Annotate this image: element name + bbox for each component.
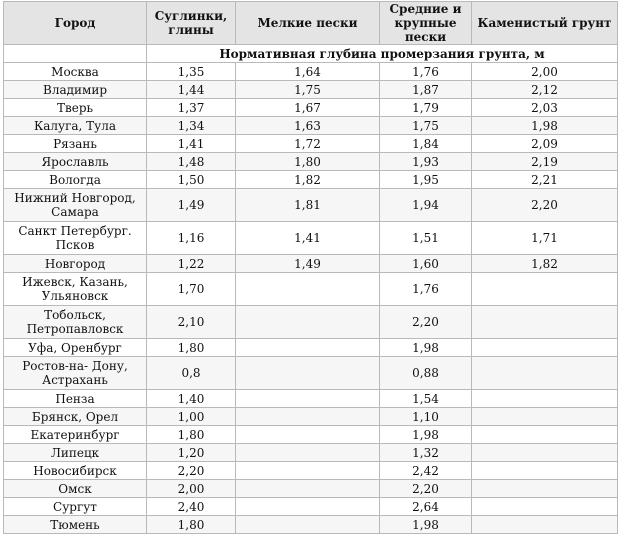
loam-clay-cell: 1,44	[147, 81, 236, 99]
fine-sand-cell	[236, 516, 380, 534]
city-cell: Тверь	[4, 99, 147, 117]
rocky-ground-cell: 2,00	[472, 63, 618, 81]
table-row	[4, 171, 618, 189]
loam-clay-cell: 1,37	[147, 99, 236, 117]
table-row	[4, 462, 618, 480]
rocky-ground-cell: 2,19	[472, 153, 618, 171]
loam-clay-cell: 1,80	[147, 516, 236, 534]
medium-coarse-sand-cell: 1,98	[380, 339, 472, 357]
header-loam-clay: Суглинки, глины	[147, 2, 236, 45]
table-row	[4, 426, 618, 444]
medium-coarse-sand-cell: 1,51	[380, 222, 472, 255]
subtitle-blank-cell	[4, 45, 147, 63]
table-row	[4, 516, 618, 534]
fine-sand-cell: 1,63	[236, 117, 380, 135]
header-row	[4, 2, 618, 45]
rocky-ground-cell	[472, 516, 618, 534]
loam-clay-cell: 1,34	[147, 117, 236, 135]
fine-sand-cell	[236, 444, 380, 462]
loam-clay-cell: 0,8	[147, 357, 236, 390]
fine-sand-cell	[236, 339, 380, 357]
medium-coarse-sand-cell: 1,98	[380, 426, 472, 444]
fine-sand-cell	[236, 480, 380, 498]
table-row	[4, 273, 618, 306]
medium-coarse-sand-cell: 1,98	[380, 516, 472, 534]
medium-coarse-sand-cell: 1,76	[380, 63, 472, 81]
rocky-ground-cell	[472, 480, 618, 498]
rocky-ground-cell: 2,09	[472, 135, 618, 153]
city-cell: Екатеринбург	[4, 426, 147, 444]
city-cell: Уфа, Оренбург	[4, 339, 147, 357]
table-row	[4, 480, 618, 498]
header-city: Город	[4, 2, 147, 45]
table-row	[4, 135, 618, 153]
fine-sand-cell: 1,67	[236, 99, 380, 117]
city-cell: Ярославль	[4, 153, 147, 171]
city-cell: Сургут	[4, 498, 147, 516]
loam-clay-cell: 1,16	[147, 222, 236, 255]
table-row	[4, 444, 618, 462]
city-cell: Пенза	[4, 390, 147, 408]
table-row	[4, 63, 618, 81]
rocky-ground-cell	[472, 408, 618, 426]
city-cell: Брянск, Орел	[4, 408, 147, 426]
fine-sand-cell: 1,64	[236, 63, 380, 81]
table-row	[4, 339, 618, 357]
header-fine-sand: Мелкие пески	[236, 2, 380, 45]
loam-clay-cell: 1,20	[147, 444, 236, 462]
city-cell: Липецк	[4, 444, 147, 462]
medium-coarse-sand-cell: 1,84	[380, 135, 472, 153]
medium-coarse-sand-cell: 1,10	[380, 408, 472, 426]
medium-coarse-sand-cell: 1,32	[380, 444, 472, 462]
fine-sand-cell: 1,81	[236, 189, 380, 222]
rocky-ground-cell	[472, 306, 618, 339]
city-cell: Омск	[4, 480, 147, 498]
medium-coarse-sand-cell: 1,94	[380, 189, 472, 222]
loam-clay-cell: 2,40	[147, 498, 236, 516]
loam-clay-cell: 2,20	[147, 462, 236, 480]
rocky-ground-cell: 2,21	[472, 171, 618, 189]
loam-clay-cell: 1,40	[147, 390, 236, 408]
loam-clay-cell: 1,41	[147, 135, 236, 153]
fine-sand-cell: 1,72	[236, 135, 380, 153]
table-row	[4, 189, 618, 222]
fine-sand-cell	[236, 306, 380, 339]
rocky-ground-cell	[472, 444, 618, 462]
loam-clay-cell: 2,00	[147, 480, 236, 498]
table-row	[4, 357, 618, 390]
table-row	[4, 306, 618, 339]
fine-sand-cell	[236, 498, 380, 516]
fine-sand-cell	[236, 273, 380, 306]
rocky-ground-cell: 1,71	[472, 222, 618, 255]
fine-sand-cell: 1,82	[236, 171, 380, 189]
medium-coarse-sand-cell: 1,95	[380, 171, 472, 189]
loam-clay-cell: 1,70	[147, 273, 236, 306]
fine-sand-cell	[236, 390, 380, 408]
table-row	[4, 153, 618, 171]
city-cell: Тюмень	[4, 516, 147, 534]
rocky-ground-cell: 1,98	[472, 117, 618, 135]
fine-sand-cell: 1,80	[236, 153, 380, 171]
loam-clay-cell: 1,48	[147, 153, 236, 171]
rocky-ground-cell	[472, 273, 618, 306]
frost-depth-table	[3, 1, 618, 534]
loam-clay-cell: 1,35	[147, 63, 236, 81]
medium-coarse-sand-cell: 2,42	[380, 462, 472, 480]
loam-clay-cell: 1,22	[147, 255, 236, 273]
city-cell: Тобольск, Петропавловск	[4, 306, 147, 339]
table-row	[4, 222, 618, 255]
header-medium-coarse-sand: Средние и крупные пески	[380, 2, 472, 45]
medium-coarse-sand-cell: 1,60	[380, 255, 472, 273]
medium-coarse-sand-cell: 1,54	[380, 390, 472, 408]
city-cell: Нижний Новгород, Самара	[4, 189, 147, 222]
city-cell: Владимир	[4, 81, 147, 99]
rocky-ground-cell: 2,03	[472, 99, 618, 117]
loam-clay-cell: 1,00	[147, 408, 236, 426]
rocky-ground-cell: 2,20	[472, 189, 618, 222]
fine-sand-cell	[236, 357, 380, 390]
city-cell: Ростов-на- Дону, Астрахань	[4, 357, 147, 390]
header-rocky-ground: Каменистый грунт	[472, 2, 618, 45]
loam-clay-cell: 1,80	[147, 339, 236, 357]
fine-sand-cell: 1,75	[236, 81, 380, 99]
rocky-ground-cell	[472, 426, 618, 444]
city-cell: Санкт Петербург. Псков	[4, 222, 147, 255]
fine-sand-cell	[236, 462, 380, 480]
loam-clay-cell: 1,80	[147, 426, 236, 444]
city-cell: Москва	[4, 63, 147, 81]
loam-clay-cell: 1,50	[147, 171, 236, 189]
table-row	[4, 255, 618, 273]
table-row	[4, 81, 618, 99]
rocky-ground-cell	[472, 498, 618, 516]
medium-coarse-sand-cell: 2,64	[380, 498, 472, 516]
medium-coarse-sand-cell: 1,87	[380, 81, 472, 99]
rocky-ground-cell	[472, 357, 618, 390]
medium-coarse-sand-cell: 1,93	[380, 153, 472, 171]
subtitle-row	[4, 45, 618, 63]
loam-clay-cell: 1,49	[147, 189, 236, 222]
medium-coarse-sand-cell: 2,20	[380, 306, 472, 339]
city-cell: Рязань	[4, 135, 147, 153]
medium-coarse-sand-cell: 1,76	[380, 273, 472, 306]
table-row	[4, 390, 618, 408]
medium-coarse-sand-cell: 1,79	[380, 99, 472, 117]
city-cell: Вологда	[4, 171, 147, 189]
fine-sand-cell	[236, 408, 380, 426]
fine-sand-cell: 1,49	[236, 255, 380, 273]
medium-coarse-sand-cell: 0,88	[380, 357, 472, 390]
city-cell: Новгород	[4, 255, 147, 273]
city-cell: Ижевск, Казань, Ульяновск	[4, 273, 147, 306]
rocky-ground-cell: 2,12	[472, 81, 618, 99]
fine-sand-cell	[236, 426, 380, 444]
city-cell: Новосибирск	[4, 462, 147, 480]
table-row	[4, 498, 618, 516]
table-row	[4, 117, 618, 135]
rocky-ground-cell: 1,82	[472, 255, 618, 273]
rocky-ground-cell	[472, 339, 618, 357]
rocky-ground-cell	[472, 462, 618, 480]
table-row	[4, 99, 618, 117]
fine-sand-cell: 1,41	[236, 222, 380, 255]
loam-clay-cell: 2,10	[147, 306, 236, 339]
medium-coarse-sand-cell: 1,75	[380, 117, 472, 135]
table-row	[4, 408, 618, 426]
rocky-ground-cell	[472, 390, 618, 408]
city-cell: Калуга, Тула	[4, 117, 147, 135]
table-subtitle: Нормативная глубина промерзания грунта, м	[147, 45, 618, 63]
medium-coarse-sand-cell: 2,20	[380, 480, 472, 498]
